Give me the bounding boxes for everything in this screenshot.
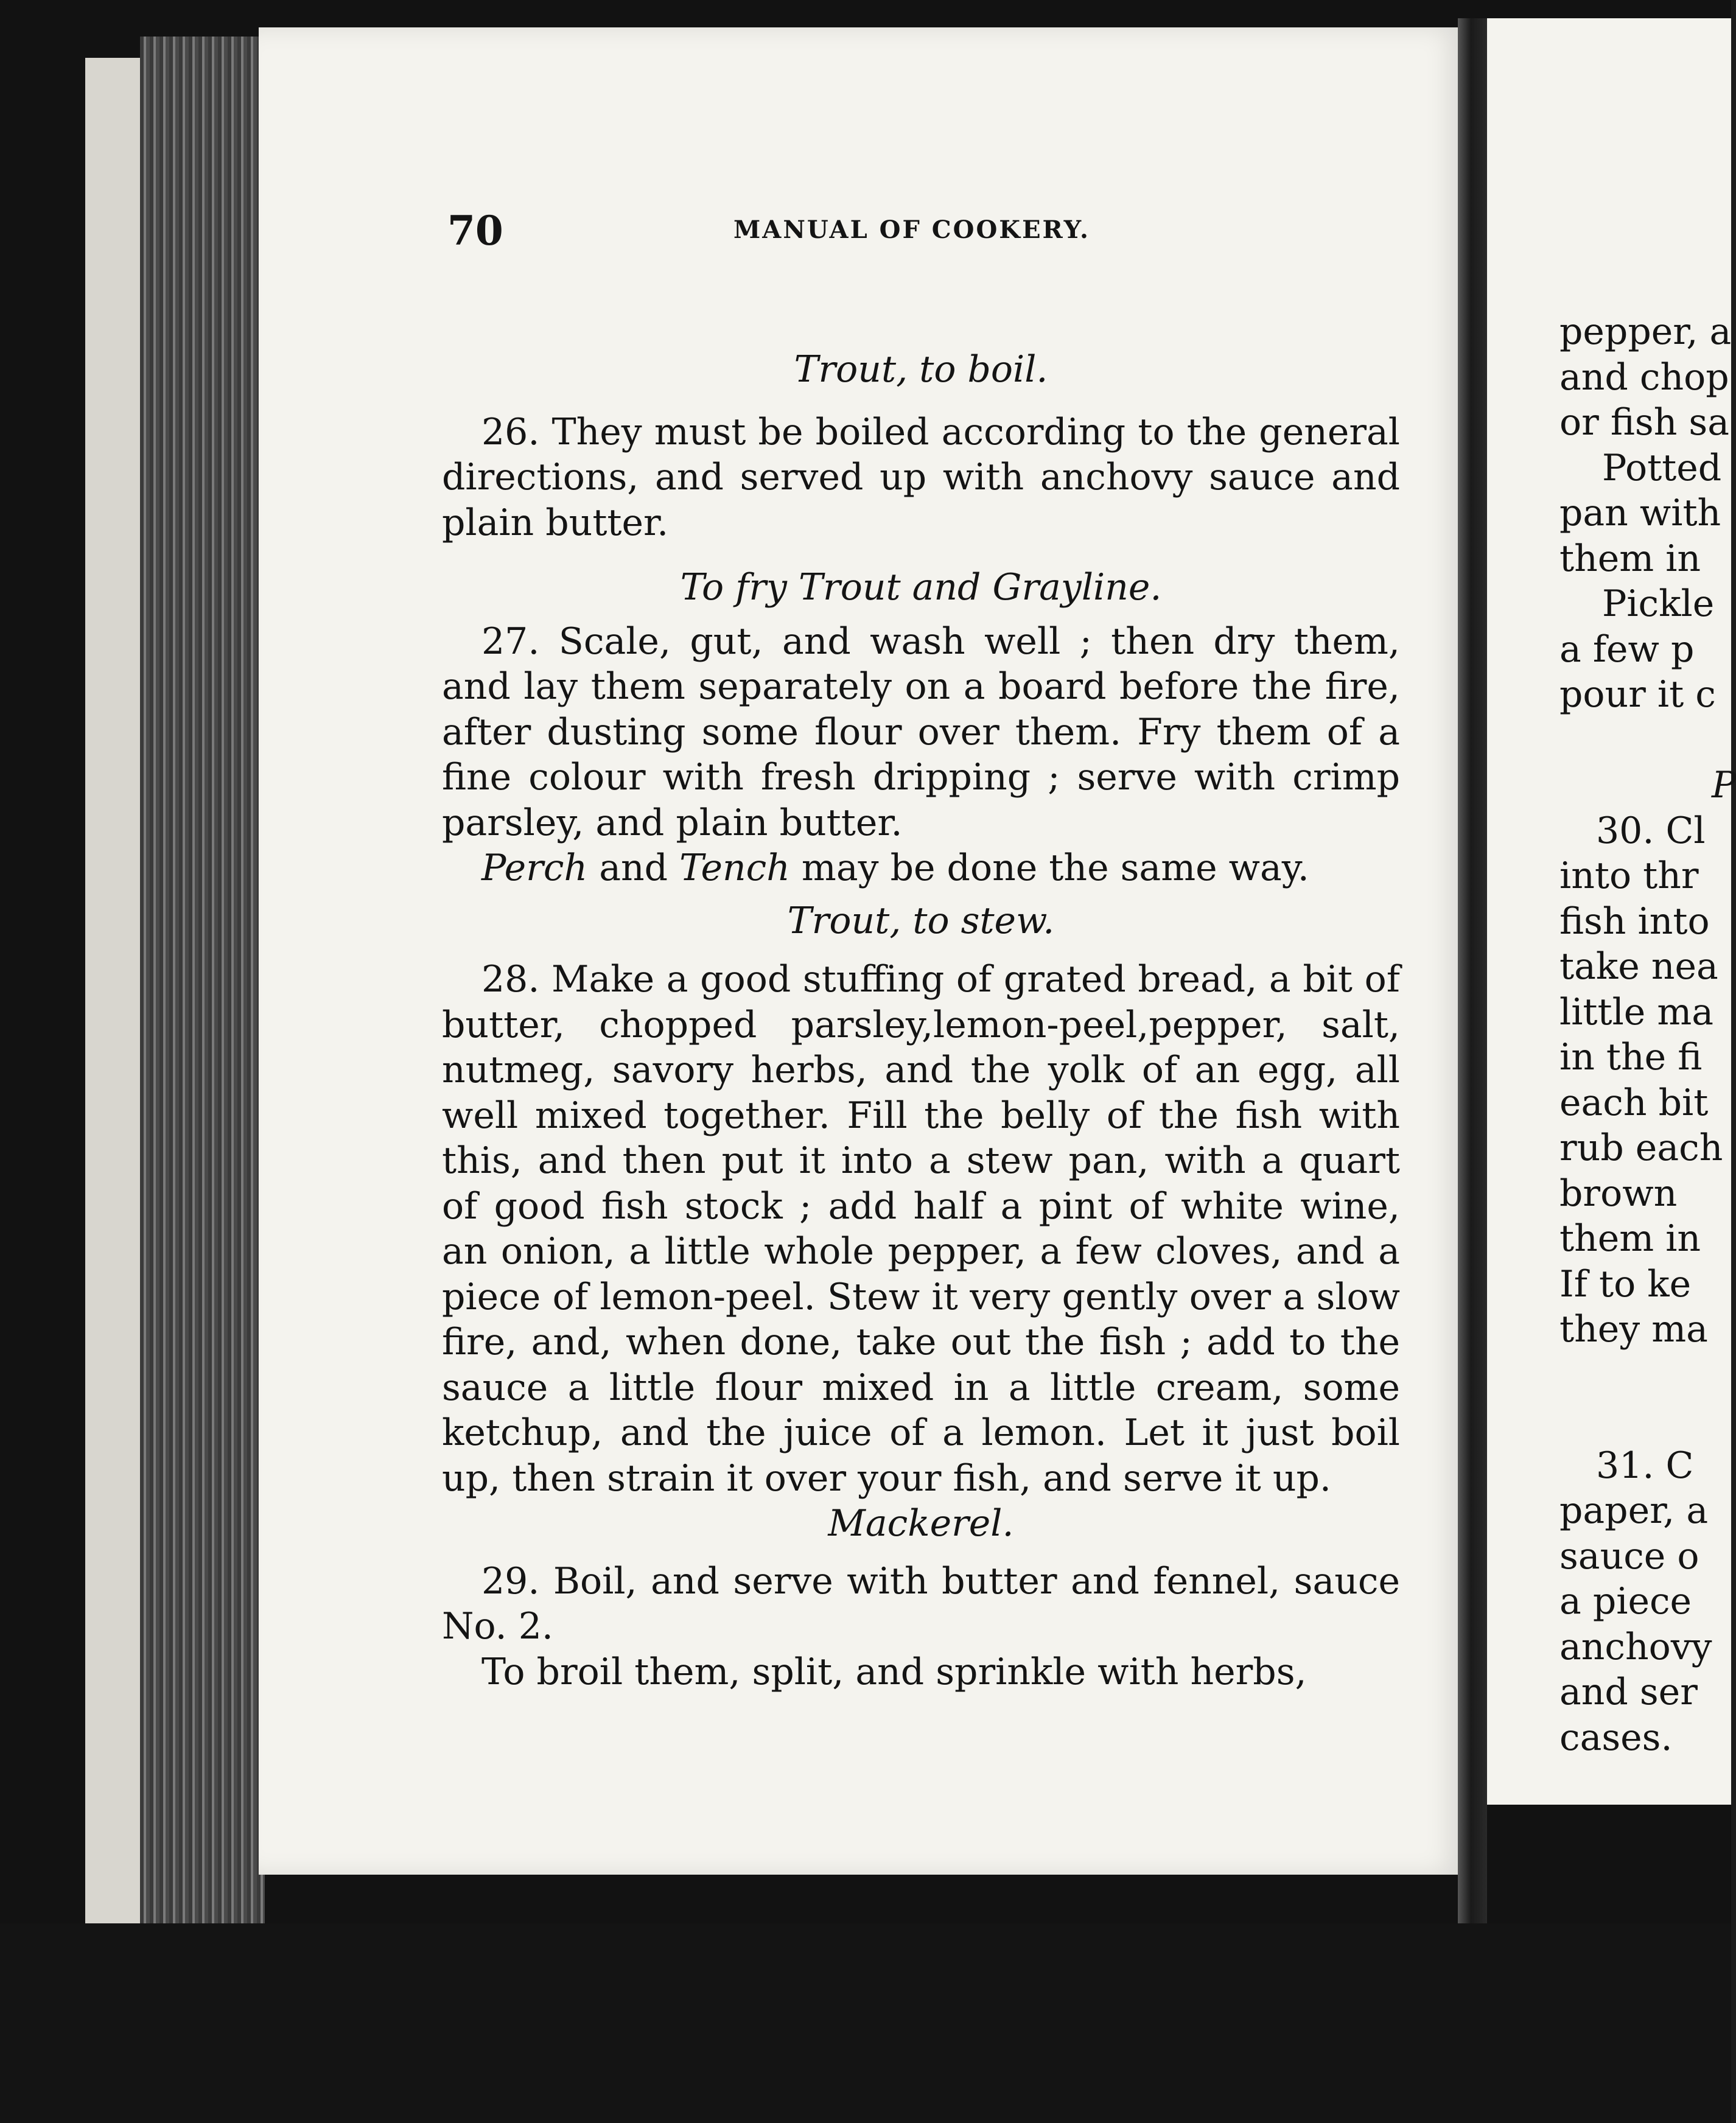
right-page-line: brown — [1559, 1172, 1678, 1215]
right-page-line: pan with — [1559, 492, 1721, 534]
right-page-line: anchovy — [1559, 1625, 1712, 1668]
right-page-line: little ma — [1559, 990, 1714, 1034]
recipe-paragraph: To broil them, split, and sprinkle with herbs, — [481, 1650, 1307, 1693]
right-page-line: them in — [1559, 1217, 1701, 1260]
recipe-paragraph: 27. Scale, gut, and wash well ; then dry them, and lay them separately on a board before the fire, after dusting some flour over them. Fry them of a fine colour with fresh dripping ; serve with crimp parsley, and plain butter. — [442, 620, 1400, 844]
right-page-line: or fish sa — [1559, 401, 1729, 444]
right-page-line — [1559, 718, 1731, 763]
right-page-line: take nea — [1559, 945, 1718, 988]
fish-name: Tench — [679, 847, 790, 889]
right-page-line: them in — [1559, 537, 1701, 580]
right-page-line — [1559, 1352, 1731, 1398]
right-page-line: a piece — [1559, 1580, 1692, 1623]
right-page-line: pepper, a — [1559, 310, 1732, 353]
book-gutter — [1458, 18, 1487, 1923]
right-page-line: a few p — [1559, 628, 1695, 671]
recipe-note — [442, 845, 1400, 891]
running-head: MANUAL OF COOKERY. — [733, 215, 1090, 244]
page-stack-edge — [140, 37, 265, 2009]
right-page-line: sauce o — [1559, 1534, 1699, 1578]
right-page-line: If to ke — [1559, 1262, 1692, 1306]
right-page-line: into thr — [1559, 855, 1699, 897]
right-page-line: rub each — [1559, 1127, 1723, 1169]
right-page-line: paper, a — [1559, 1489, 1709, 1532]
right-page-line: and chop — [1559, 355, 1729, 399]
left-page-text — [442, 347, 1400, 1695]
right-page-line: Potted — [1602, 446, 1722, 489]
page-number: 70 — [447, 207, 503, 254]
fish-name: Perch — [481, 847, 588, 889]
section-heading: To fry Trout and Grayline. — [680, 566, 1162, 609]
scan-bottom-border — [0, 1923, 1731, 2123]
right-page-line: each bit — [1559, 1081, 1709, 1124]
section-heading: Trout, to stew. — [787, 899, 1055, 942]
section-heading: Mackerel. — [828, 1502, 1014, 1545]
right-page-line: they ma — [1559, 1308, 1708, 1351]
note-text: and — [587, 847, 680, 889]
page-header — [447, 207, 1400, 256]
right-page-line: pour it c — [1559, 673, 1716, 716]
right-page-line: P — [1712, 764, 1736, 806]
right-page-text — [1559, 309, 1736, 1760]
right-page-line: in the fi — [1559, 1036, 1703, 1079]
recipe-paragraph: 29. Boil, and serve with butter and fennel, sauce No. 2. — [442, 1559, 1400, 1648]
recipe-paragraph: 26. They must be boiled according to the general directions, and served up with anchovy sauce and plain butter. — [442, 410, 1400, 544]
section-heading: Trout, to boil. — [794, 348, 1048, 391]
right-page-line: Pickle — [1602, 582, 1715, 625]
right-page-line: 30. Cl — [1596, 809, 1706, 852]
right-page-line: cases. — [1559, 1716, 1673, 1759]
recipe-paragraph: 28. Make a good stuffing of grated bread, a bit of butter, chopped parsley,lemon-peel,pepper, salt, nutmeg, savory herbs, and the yolk of an egg, all well mixed together. Fill the belly of the fish with this, and then put it into a stew pan, with a quart of good fish stock ; add half a pint of white wine, an onion, a little whole pepper, a few cloves, and a piece of lemon-peel. Stew it very gently over a slow fire, and, when done, take out the fish ; add to the sauce a little flour mixed in a little cream, some ketchup, and the juice of a lemon. Let it just boil up, then strain it over your fish, and serve it up. — [442, 958, 1400, 1500]
right-page-line: fish into — [1559, 900, 1710, 943]
right-page-line — [1559, 1397, 1731, 1443]
right-page-line: and ser — [1559, 1671, 1698, 1713]
right-page-line: 31. C — [1596, 1444, 1694, 1487]
note-text: may be done the same way. — [789, 847, 1309, 889]
